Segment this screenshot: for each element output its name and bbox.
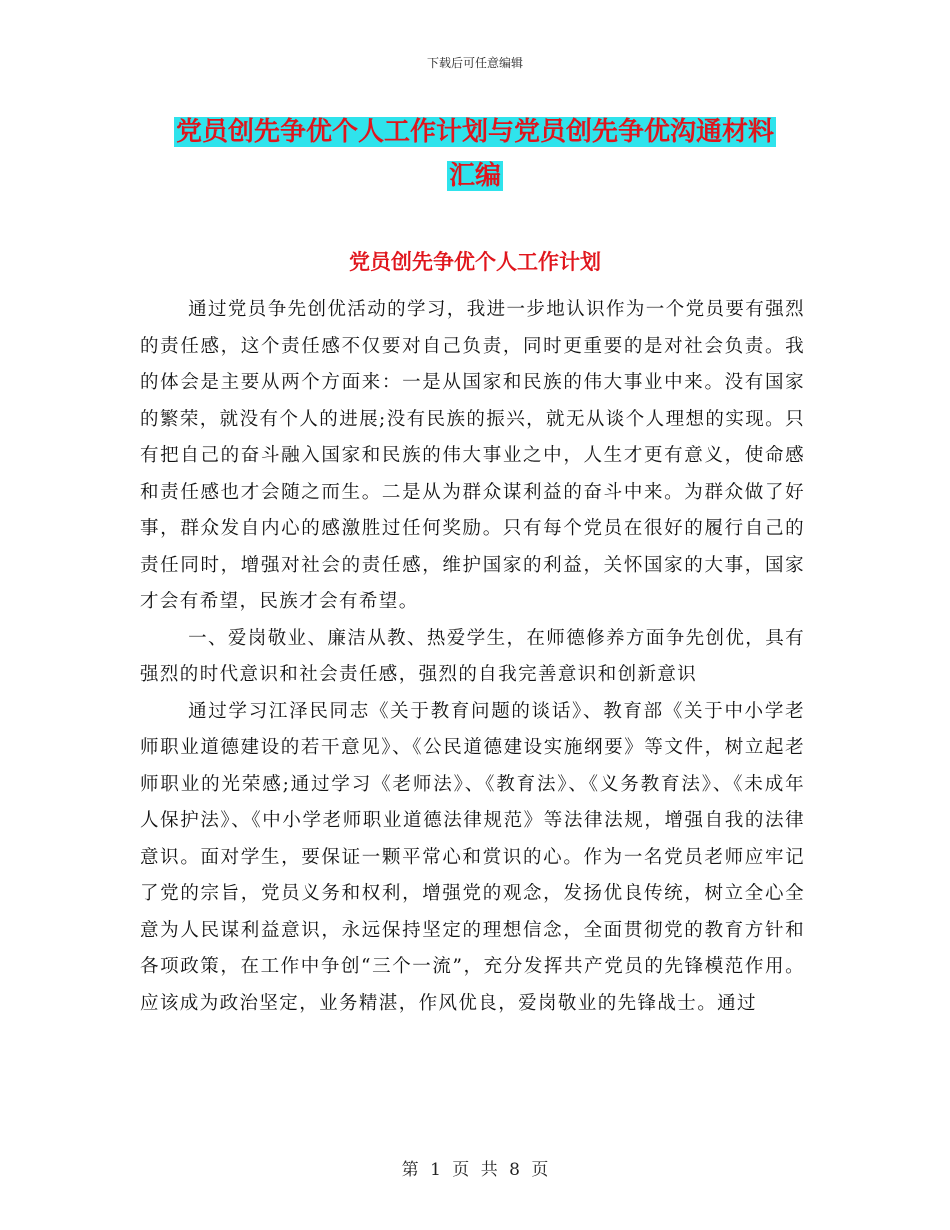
page-footer: 第 1 页 共 8 页 [401, 1160, 549, 1180]
document-title-line1: 党员创先争优个人工作计划与党员创先争优沟通材料 [175, 117, 774, 147]
section-title: 党员创先争优个人工作计划 [349, 250, 601, 274]
paragraph: 通过党员争先创优活动的学习，我进一步地认识作为一个党员要有强烈的责任感，这个责任感不仅要对自己负责，同时更重要的是对社会负责。我的体会是主要从两个方面来：一是从国家和民族的伟大事业中来。没有国家的繁荣，就没有个人的进展;没有民族的振兴，就无从谈个人理想的实现。只有把自己的奋斗融入国家和民族的伟大事业之中，人生才更有意义，使命感和责任感也才会随之而生。二是从为群众谋利益的奋斗中来。为群众做了好事，群众发自内心的感激胜过任何奖励。只有每个党员在很好的履行自己的责任同时，增强对社会的责任感，维护国家的利益，关怀国家的大事，国家才会有希望，民族才会有希望。 [140, 299, 805, 612]
document-title [140, 110, 810, 198]
paragraph: 通过学习江泽民同志《关于教育问题的谈话》、教育部《关于中小学老师职业道德建设的若干意见》、《公民道德建设实施纲要》等文件，树立起老师职业的光荣感;通过学习《老师法》、《教育法》、《义务教育法》、《未成年人保护法》、《中小学老师职业道德法律规范》等法律法规，增强自我的法律意识。面对学生，要保证一颗平常心和赏识的心。作为一名党员老师应牢记了党的宗旨，党员义务和权利，增强党的观念，发扬优良传统，树立全心全意为人民谋利益意识，永远保持坚定的理想信念，全面贯彻党的教育方针和各项政策，在工作中争创“三个一流”，充分发挥共产党员的先锋模范作用。应该成为政治坚定，业务精湛，作风优良，爱岗敬业的先锋战士。通过 [140, 700, 805, 1014]
paragraph: 一、爱岗敬业、廉洁从教、热爱学生，在师德修养方面争先创优，具有强烈的时代意识和社会责任感，强烈的自我完善意识和创新意识 [140, 627, 805, 685]
document-body [140, 292, 805, 1022]
header-note: 下载后可任意编辑 [426, 56, 523, 70]
document-title-line2: 汇编 [448, 161, 501, 191]
